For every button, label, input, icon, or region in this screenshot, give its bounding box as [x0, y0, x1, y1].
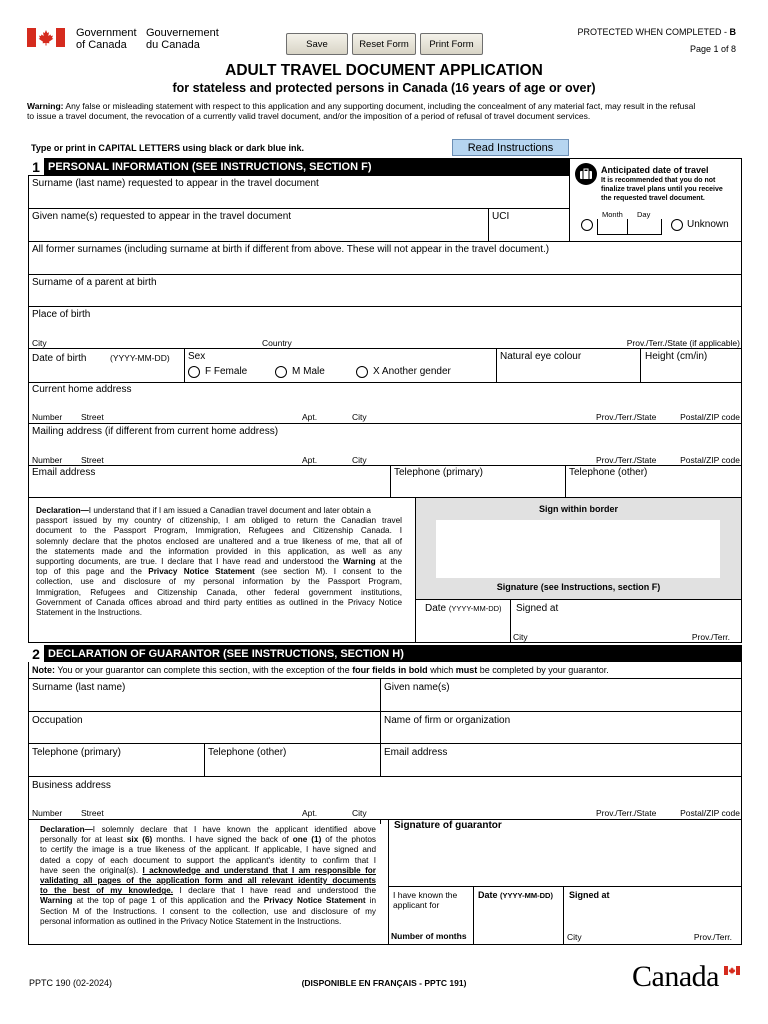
email-input[interactable]	[29, 479, 389, 496]
firm-label: Name of firm or organization	[384, 715, 511, 726]
business-address-label: Business address	[32, 780, 111, 791]
canada-flag-logo	[27, 28, 65, 52]
biz-apt-label: Apt.	[302, 808, 318, 818]
save-button[interactable]: Save	[286, 33, 348, 55]
month-label: Month	[602, 210, 623, 219]
tel-other-label: Telephone (other)	[569, 467, 648, 478]
signature-box[interactable]	[436, 520, 720, 578]
sign-date-input[interactable]	[421, 616, 509, 640]
uci-input[interactable]	[489, 223, 568, 240]
business-address-input[interactable]	[29, 792, 741, 807]
signed-at-city-label: City	[513, 632, 528, 642]
canada-wordmark: Canada	[632, 960, 719, 993]
applicant-declaration: Declaration—I understand that if I am issued a Canadian travel document and later obtain a passport issued by my country of citizenship, I am obliged to return the Canadian travel document to the Passport Program, Immigration, Refugees and Citizenship Canada. I solemnly declare that the photos enclosed are unaltered and a true likeness of me, that all of the statements made and the information provided in this application, as well as any supporting documents, are true. I declare that I have read and understood the Warning at the top of this page and the Privacy Notice Statement (see section M). I consent to the collection, use and disclosure of my personal information by the Passport Program, Immigration, Refugees and Citizenship Canada, other federal government institutions, Government of Canada offices abroad and third party entities as outlined in the Privacy Notice Statement in the Instructions.	[36, 506, 402, 618]
guarantor-signature-label: Signature of guarantor	[394, 820, 502, 831]
female-radio[interactable]	[188, 366, 200, 378]
biz-street-label: Street	[81, 808, 104, 818]
guarantor-given-label: Given name(s)	[384, 682, 450, 693]
read-instructions-button[interactable]: Read Instructions	[452, 139, 569, 156]
guarantor-surname-input[interactable]	[29, 694, 379, 711]
ink-instructions: Type or print in CAPITAL LETTERS using black or dark blue ink.	[31, 143, 305, 153]
guarantor-signature-box[interactable]	[389, 833, 741, 885]
parent-surname-input[interactable]	[29, 289, 741, 306]
guarantor-email-label: Email address	[384, 747, 448, 758]
tel-other-input[interactable]	[566, 479, 741, 496]
guarantor-date-label: Date (YYYY-MM-DD)	[478, 890, 553, 900]
given-names-input[interactable]	[29, 223, 487, 240]
known-applicant-label: I have known the applicant for	[393, 890, 458, 910]
print-form-button[interactable]: Print Form	[420, 33, 483, 55]
place-of-birth-label: Place of birth	[32, 309, 91, 320]
home-address-label: Current home address	[32, 384, 132, 395]
home-postal-label: Postal/ZIP code	[680, 412, 740, 422]
dob-label: Date of birth	[32, 353, 87, 364]
warning-text: Warning: Any false or misleading statement with respect to this application and any supporting document, including the concealment of any material fact, may result in the refusal to issue a travel document, the revocation of a currently valid travel document, and/or the imposition of a period of refusal of travel document services.	[27, 101, 696, 121]
number-of-months-label: Number of months	[391, 931, 467, 941]
signature-label: Signature (see Instructions, section F)	[496, 582, 661, 592]
firm-input[interactable]	[381, 727, 741, 743]
uci-label: UCI	[492, 211, 510, 222]
former-surnames-label: All former surnames (including surname at birth if different from above. These will not appear in the travel document.)	[32, 244, 550, 255]
home-apt-label: Apt.	[302, 412, 318, 422]
guarantor-signed-at-label: Signed at	[569, 890, 610, 900]
guarantor-email-input[interactable]	[381, 759, 741, 775]
protected-label: PROTECTED WHEN COMPLETED - B	[577, 27, 736, 37]
mailing-address-label: Mailing address (if different from current home address)	[32, 426, 279, 437]
eye-colour-input[interactable]	[497, 363, 639, 381]
day-label: Day	[637, 210, 651, 219]
travel-date-title: Anticipated date of travel	[601, 165, 709, 175]
guarantor-given-input[interactable]	[381, 694, 741, 711]
another-gender-label: X Another gender	[373, 366, 451, 377]
tel-primary-label: Telephone (primary)	[394, 467, 483, 478]
months-known-input[interactable]	[389, 911, 472, 927]
guarantor-tel-primary-input[interactable]	[29, 759, 203, 775]
guarantor-city-label: City	[567, 932, 582, 942]
mail-number-label: Number	[32, 455, 63, 465]
dob-format: (YYYY-MM-DD)	[110, 353, 170, 363]
guarantor-signed-at-input[interactable]	[564, 903, 741, 929]
wordmark-flag-icon	[724, 962, 740, 980]
mail-street-label: Street	[81, 455, 104, 465]
gov-name-fr: Gouvernement du Canada	[146, 27, 219, 51]
sex-label: Sex	[188, 351, 206, 362]
pob-prov-label: Prov./Terr./State (if applicable)	[626, 338, 740, 348]
guarantor-prov-label: Prov./Terr.	[693, 932, 732, 942]
pob-city-label: City	[32, 338, 47, 348]
mail-city-label: City	[352, 455, 367, 465]
unknown-label: Unknown	[687, 219, 729, 230]
given-names-label: Given name(s) requested to appear in the travel document	[32, 211, 292, 222]
signed-at-input[interactable]	[511, 615, 741, 631]
suitcase-icon	[575, 163, 597, 185]
section1-header: 1 PERSONAL INFORMATION (SEE INSTRUCTIONS, SECTION F)	[28, 158, 569, 175]
travel-date-input[interactable]	[597, 219, 661, 235]
surname-input[interactable]	[29, 190, 568, 207]
biz-postal-label: Postal/ZIP code	[680, 808, 740, 818]
guarantor-note: Note: You or your guarantor can complete this section, with the exception of the four fields in bold which must be completed by your guarantor.	[32, 665, 609, 675]
home-city-label: City	[352, 412, 367, 422]
mailing-address-input[interactable]	[29, 438, 741, 454]
guarantor-tel-other-label: Telephone (other)	[208, 747, 287, 758]
french-version-note: (DISPONIBLE EN FRANÇAIS - PPTC 191)	[301, 978, 467, 988]
email-label: Email address	[32, 467, 96, 478]
home-address-input[interactable]	[29, 396, 741, 411]
biz-city-label: City	[352, 808, 367, 818]
guarantor-date-input[interactable]	[474, 903, 562, 943]
mail-prov-label: Prov./Terr./State	[596, 455, 657, 465]
unknown-radio[interactable]	[671, 219, 683, 231]
mail-apt-label: Apt.	[302, 455, 318, 465]
male-label: M Male	[292, 366, 325, 377]
reset-form-button[interactable]: Reset Form	[352, 33, 416, 55]
home-number-label: Number	[32, 412, 63, 422]
sign-within-border-label: Sign within border	[539, 504, 618, 514]
home-street-label: Street	[81, 412, 104, 422]
another-gender-radio[interactable]	[356, 366, 368, 378]
surname-field-label: Surname (last name) requested to appear in the travel document	[32, 178, 319, 189]
guarantor-surname-label: Surname (last name)	[32, 682, 126, 693]
sign-date-label: Date (YYYY-MM-DD)	[425, 603, 502, 614]
tel-primary-input[interactable]	[391, 479, 564, 496]
eye-colour-label: Natural eye colour	[500, 351, 582, 362]
gov-name-en: Government of Canada	[76, 27, 137, 51]
form-identifier: PPTC 190 (02-2024)	[29, 978, 113, 988]
parent-surname-label: Surname of a parent at birth	[32, 277, 157, 288]
form-subtitle: for stateless and protected persons in Canada (16 years of age or over)	[172, 81, 596, 95]
male-radio[interactable]	[275, 366, 287, 378]
page-number: Page 1 of 8	[689, 44, 736, 54]
form-title: ADULT TRAVEL DOCUMENT APPLICATION	[225, 62, 543, 79]
height-label: Height (cm/in)	[645, 351, 708, 362]
height-input[interactable]	[641, 363, 741, 381]
female-label: F Female	[205, 366, 248, 377]
signed-at-prov-label: Prov./Terr.	[691, 632, 730, 642]
section2-header: 2 DECLARATION OF GUARANTOR (SEE INSTRUCTIONS, SECTION H)	[28, 645, 742, 662]
guarantor-declaration: Declaration—I solemnly declare that I have known the applicant identified above personally for at least six (6) months. I have signed the back of one (1) of the photos to certify the image is a true likeness of the applicant. If applicable, I have signed and dated a copy of each document to support the applicant's identity to confirm that I have seen the original(s). I acknowledge and understand that I am responsible for validating all pages of the application form and all relevant identity documents to the best of my knowledge. I declare that I have read and understood the Warning at the top of page 1 of this application and the Privacy Notice Statement in Section M of the Instructions. I consent to the collection, use and disclosure of my personal information as outlined in the Privacy Notice Statement in the Instructions.	[40, 825, 376, 926]
former-surnames-input[interactable]	[29, 256, 741, 273]
occupation-input[interactable]	[29, 727, 379, 743]
guarantor-tel-primary-label: Telephone (primary)	[32, 747, 121, 758]
signed-at-label: Signed at	[516, 603, 559, 614]
pob-country-label: Country	[262, 338, 292, 348]
mail-postal-label: Postal/ZIP code	[680, 455, 740, 465]
biz-number-label: Number	[32, 808, 63, 818]
place-of-birth-input[interactable]	[29, 321, 741, 337]
travel-date-note: It is recommended that you do not finalize travel plans until you receive the requested travel document.	[601, 177, 723, 202]
guarantor-tel-other-input[interactable]	[205, 759, 379, 775]
occupation-label: Occupation	[32, 715, 83, 726]
biz-prov-label: Prov./Terr./State	[596, 808, 657, 818]
home-prov-label: Prov./Terr./State	[596, 412, 657, 422]
travel-date-radio[interactable]	[581, 219, 593, 231]
dob-input[interactable]	[29, 365, 183, 381]
